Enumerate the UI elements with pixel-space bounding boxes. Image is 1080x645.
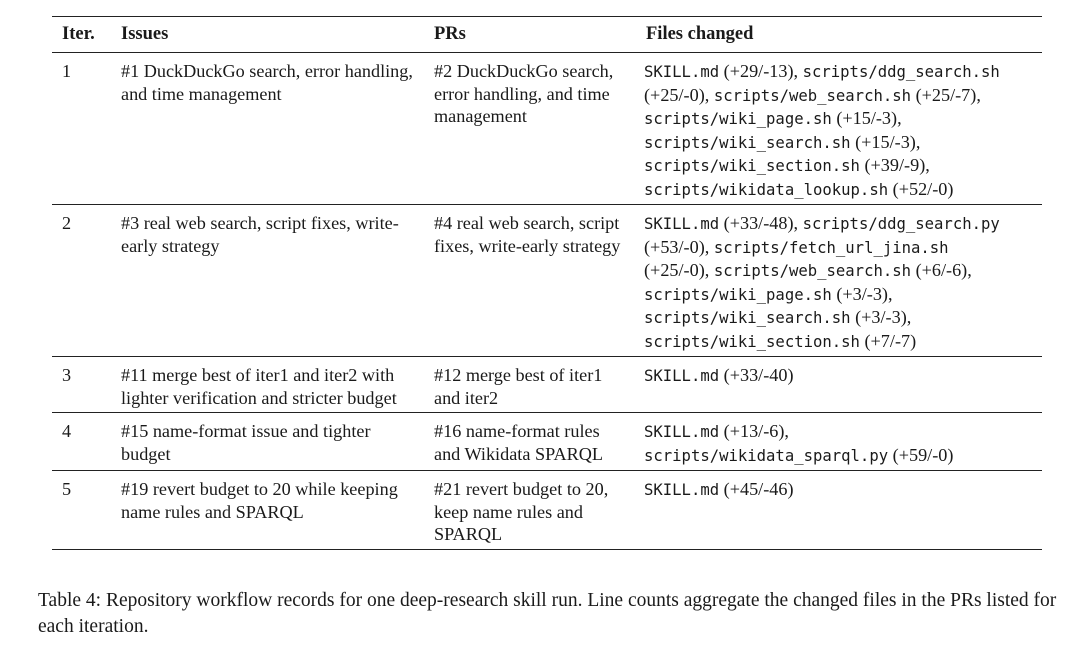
file-entry (644, 213, 798, 233)
line-delta: (+45/-46) (723, 479, 794, 499)
file-entry (644, 284, 893, 304)
header-prs: PRs (434, 24, 466, 44)
file-name: scripts/wiki_page.sh (644, 285, 832, 304)
cell-files-changed (636, 53, 1042, 205)
cell-iter: 4 (62, 421, 72, 441)
file-entry (644, 479, 794, 499)
line-delta: (+29/-13), (723, 61, 799, 81)
line-delta: (+33/-48), (723, 213, 799, 233)
cell-files-changed (636, 357, 1042, 413)
file-name: SKILL.md (644, 215, 720, 233)
file-name: scripts/wikidata_sparql.py (644, 446, 889, 465)
line-delta: (+52/-0) (892, 178, 954, 199)
cell-prs: #2 DuckDuckGo search, error handling, and time management (434, 61, 614, 126)
file-name: scripts/web_search.sh (713, 86, 912, 105)
cell-issues: #19 revert budget to 20 while keeping name rules and SPARQL (121, 479, 398, 522)
cell-issues: #11 merge best of iter1 and iter2 with lighter verification and stricter budget (121, 365, 397, 408)
file-name: scripts/wikidata_lookup.sh (644, 180, 889, 199)
cell-issues: #3 real web search, script fixes, write-early strategy (121, 213, 399, 256)
file-entry (644, 108, 902, 128)
line-delta: (+25/-0), (644, 84, 710, 105)
cell-issues: #15 name-format issue and tighter budget (121, 421, 371, 464)
file-entry (644, 61, 798, 81)
file-entry (644, 307, 911, 327)
line-delta: (+33/-40) (723, 365, 794, 385)
line-delta: (+53/-0), (644, 236, 710, 257)
file-name: scripts/wiki_search.sh (644, 309, 851, 327)
file-name: SKILL.md (644, 367, 720, 385)
file-name: scripts/fetch_url_jina.sh (713, 238, 949, 257)
file-entry (644, 132, 920, 152)
file-name: scripts/ddg_search.sh (802, 63, 1000, 81)
line-delta: (+13/-6), (723, 421, 789, 441)
cell-files-changed (636, 205, 1042, 357)
table-row (52, 357, 1042, 413)
line-delta: (+3/-3), (836, 283, 893, 304)
cell-files-changed (636, 471, 1042, 550)
cell-iter: 3 (62, 365, 72, 385)
file-entry (644, 331, 916, 351)
cell-iter: 5 (62, 479, 72, 499)
cell-prs: #12 merge best of iter1 and iter2 (434, 365, 603, 408)
file-name: scripts/wiki_page.sh (644, 110, 832, 128)
line-delta: (+59/-0) (892, 444, 954, 465)
file-entry (644, 421, 789, 441)
file-entry (644, 445, 953, 465)
line-delta: (+25/-7), (915, 84, 981, 105)
file-entry (714, 85, 981, 105)
line-delta: (+15/-3), (836, 108, 902, 128)
table-row (52, 471, 1042, 550)
cell-prs: #4 real web search, script fixes, write-early strategy (434, 213, 621, 256)
cell-prs: #16 name-format rules and Wikidata SPARQL (434, 421, 604, 464)
file-name: scripts/wiki_search.sh (644, 133, 851, 152)
file-name: scripts/web_search.sh (713, 262, 912, 280)
file-name: SKILL.md (644, 481, 720, 499)
header-issues: Issues (121, 24, 169, 44)
line-delta: (+25/-0), (644, 260, 710, 280)
workflow-table-container (52, 16, 1042, 550)
cell-iter: 2 (62, 213, 72, 233)
table-row (52, 205, 1042, 357)
line-delta: (+6/-6), (915, 260, 972, 280)
line-delta: (+3/-3), (855, 307, 912, 327)
cell-prs: #21 revert budget to 20, keep name rules and SPARQL (434, 479, 609, 544)
file-name: scripts/ddg_search.py (802, 215, 1000, 233)
header-iter: Iter. (62, 24, 95, 44)
file-entry (644, 365, 794, 385)
line-delta: (+7/-7) (864, 330, 917, 351)
cell-files-changed (636, 413, 1042, 471)
file-entry (644, 155, 930, 175)
file-entry (644, 179, 953, 199)
line-delta: (+39/-9), (864, 155, 930, 175)
table-row (52, 53, 1042, 205)
file-name: SKILL.md (644, 423, 720, 441)
table-row (52, 413, 1042, 471)
workflow-table (52, 16, 1042, 550)
table-header-row (52, 17, 1042, 53)
line-delta: (+15/-3), (855, 131, 921, 152)
cell-issues: #1 DuckDuckGo search, error handling, and time management (121, 61, 413, 104)
table-caption: Table 4: Repository workflow records for one deep-research skill run. Line counts aggregate the changed files in the PRs listed for each iteration. (38, 590, 1057, 637)
file-name: SKILL.md (644, 63, 720, 81)
file-entry (714, 260, 972, 280)
cell-iter: 1 (62, 61, 72, 81)
file-name: scripts/wiki_section.sh (644, 332, 860, 351)
header-files-changed: Files changed (646, 24, 754, 44)
file-name: scripts/wiki_section.sh (644, 157, 860, 175)
